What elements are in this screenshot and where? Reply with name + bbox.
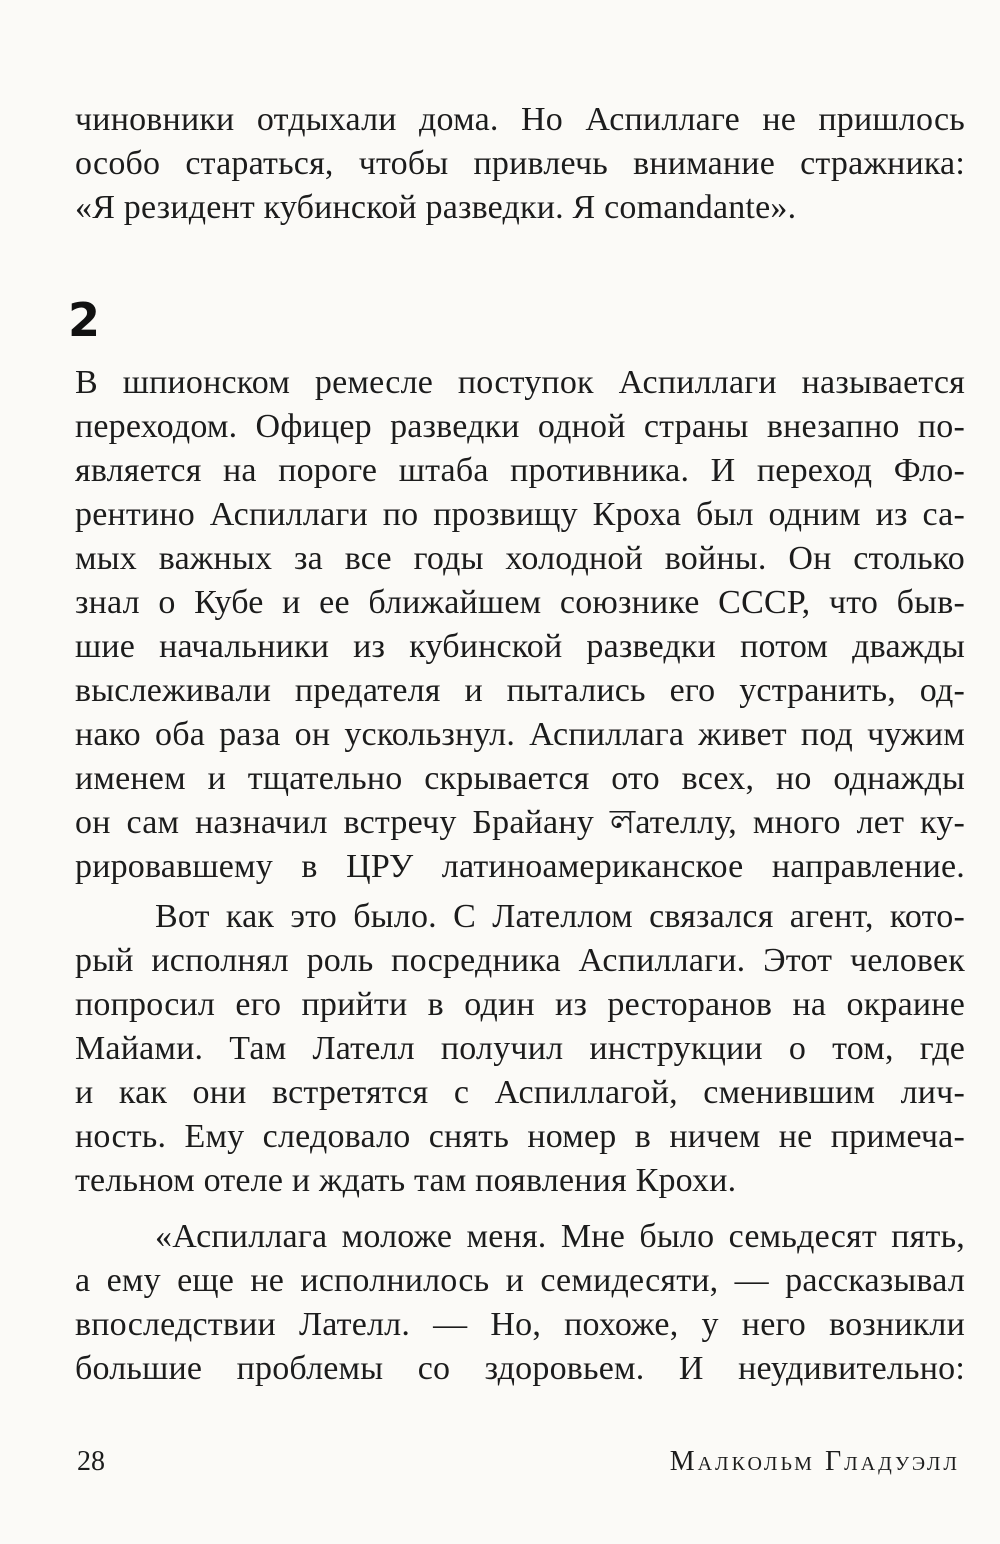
section-number: 2 (68, 293, 101, 347)
text-line: мых важных за все годы холодной войны. Он столько (75, 540, 965, 577)
text-line: выслеживали предателя и пытались его устранить, од- (75, 672, 965, 709)
text-line: шие начальники из кубинской разведки потом дважды (75, 628, 965, 665)
text-line: особо стараться, чтобы привлечь внимание стражника: (75, 145, 965, 182)
text-line: Майами. Там Лателл получил инструкции о том, где (75, 1030, 965, 1067)
text-line: чиновники отдыхали дома. Но Аспиллаге не пришлось (75, 101, 965, 138)
text-line: именем и тщательно скрывается ото всех, но однажды (75, 760, 965, 797)
text-line: рый исполнял роль посредника Аспиллаги. Этот человек (75, 942, 965, 979)
text-line: нако оба раза он ускользнул. Аспиллага живет под чужим (75, 716, 965, 753)
text-line: В шпионском ремесле поступок Аспиллаги называется (75, 364, 965, 401)
text-line: «Я резидент кубинской разведки. Я comandante». (75, 189, 797, 226)
text-line: а ему еще не исполнилось и семидесяти, — рассказывал (75, 1262, 965, 1299)
text-line: рировавшему в ЦРУ латиноамериканское направление. (75, 848, 965, 885)
text-line: ность. Ему следовало снять номер в ничем не примеча- (75, 1118, 965, 1155)
text-line: впоследствии Лателл. — Но, похоже, у него возникли (75, 1306, 965, 1343)
text-line: попросил его прийти в один из ресторанов на окраине (75, 986, 965, 1023)
text-line: большие проблемы со здоровьем. И неудивительно: (75, 1350, 965, 1387)
page-number: 28 (77, 1446, 105, 1477)
text-line: знал о Кубе и ее ближайшем союзнике СССР, что быв- (75, 584, 965, 621)
text-line: рентино Аспиллаги по прозвищу Кроха был одним из са- (75, 496, 965, 533)
text-line: он сам назначил встречу Брайану লателлу, много лет ку- (75, 804, 965, 841)
text-line: является на пороге штаба противника. И переход Фло- (75, 452, 965, 489)
text-line: Вот как это было. С Лателлом связался агент, кото- (155, 898, 965, 935)
running-head-author: Малкольм Гладуэлл (669, 1446, 960, 1477)
text-line: «Аспиллага моложе меня. Мне было семьдесят пять, (155, 1218, 965, 1255)
text-line: и как они встретятся с Аспиллагой, сменившим лич- (75, 1074, 965, 1111)
text-line: переходом. Офицер разведки одной страны внезапно по- (75, 408, 965, 445)
text-line: тельном отеле и ждать там появления Крохи. (75, 1162, 737, 1199)
